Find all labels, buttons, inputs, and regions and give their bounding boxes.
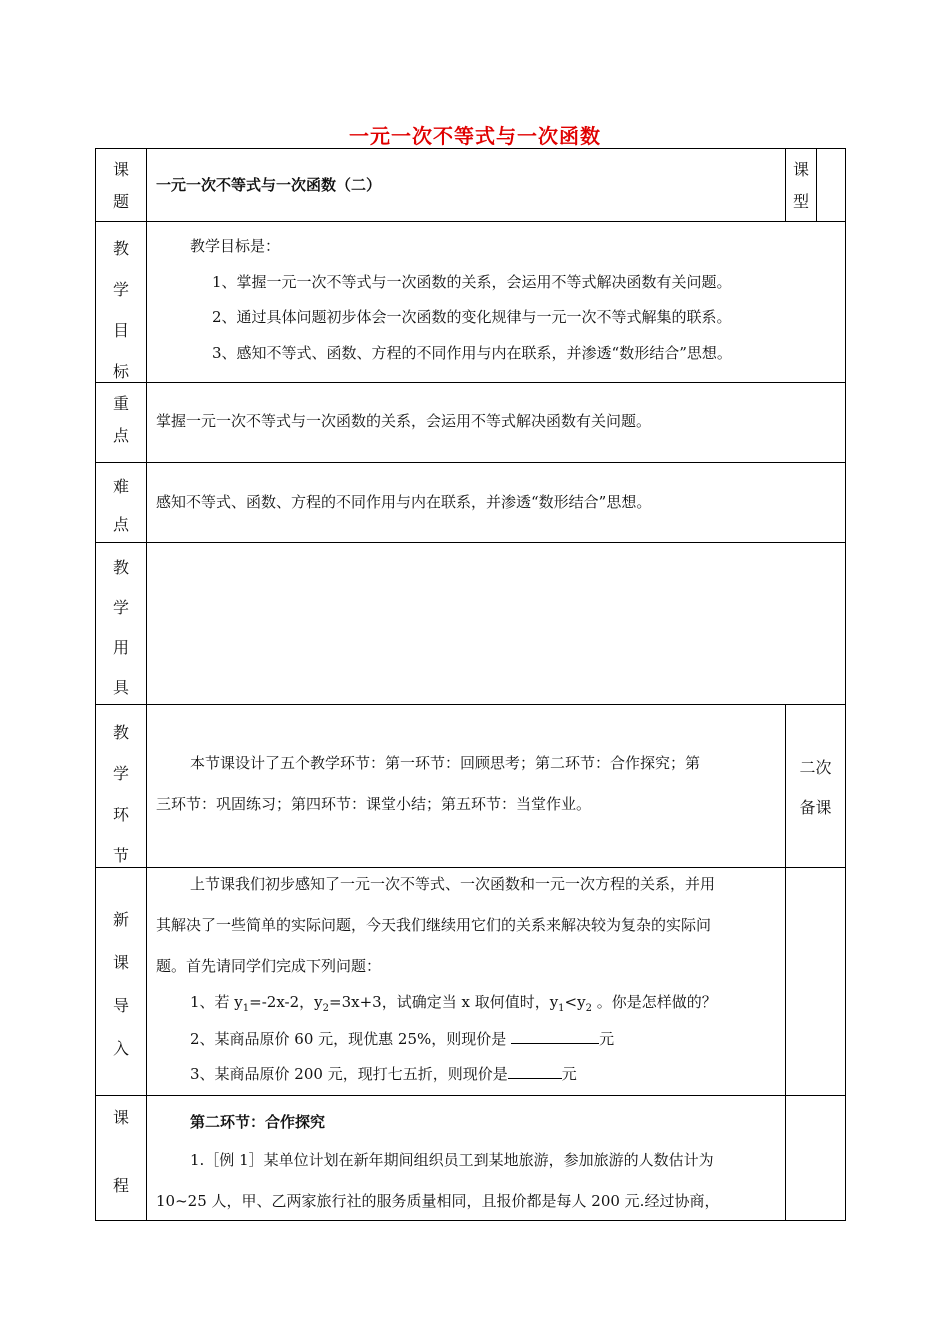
question-3: 3、某商品原价 200 元，现打七五折，则现价是 元 xyxy=(190,1065,577,1083)
key-point-label: 重 点 xyxy=(112,394,129,445)
question-2: 2、某商品原价 60 元，现优惠 25%，则现价是 元 xyxy=(190,1030,615,1048)
row-divider xyxy=(95,221,846,222)
table-border-top xyxy=(95,148,846,149)
process-text-line: 1.［例 1］某单位计划在新年期间组织员工到某地旅游，参加旅游的人数估计为 xyxy=(190,1151,714,1169)
goal-item: 2、通过具体问题初步体会一次函数的变化规律与一元一次不等式解集的联系。 xyxy=(212,308,732,326)
process-heading: 第二环节：合作探究 xyxy=(190,1113,326,1131)
table-border-bottom xyxy=(95,1220,846,1221)
type-label: 课 型 xyxy=(792,160,809,211)
goal-item: 3、感知不等式、函数、方程的不同作用与内在联系，并渗透“数形结合”思想。 xyxy=(212,344,732,362)
stages-text-line: 本节课设计了五个教学环节：第一环节：回顾思考；第二环节：合作探究；第 xyxy=(190,754,701,772)
table-border-right xyxy=(845,148,846,1221)
teaching-tools-label: 教 学 用 具 xyxy=(112,558,129,697)
intro-text-line: 上节课我们初步感知了一元一次不等式、一次函数和一元一次方程的关系，并用 xyxy=(190,875,716,893)
topic-label: 课 题 xyxy=(112,160,129,211)
question-1: 1、若 $y_1=-2x-2$，$y_2=3x+3$，试确定当 x 取何值时，$y_1<y_2$ 。你是怎样做的？ xyxy=(190,993,717,1014)
document-title: 一元一次不等式与一次函数 xyxy=(349,124,601,148)
row-divider xyxy=(95,1095,846,1096)
row-divider xyxy=(95,462,846,463)
process-text-line: 10~25 人，甲、乙两家旅行社的服务质量相同，且报价都是每人 200 元.经过协商， xyxy=(156,1192,720,1210)
answer-blank[interactable] xyxy=(508,1064,562,1079)
new-lesson-intro-label: 新 课 导 入 xyxy=(112,910,129,1058)
row-divider xyxy=(95,704,846,705)
teaching-stages-label: 教 学 环 节 xyxy=(112,723,129,865)
intro-text-line: 题。首先请同学们完成下列问题： xyxy=(156,957,382,975)
goals-intro: 教学目标是： xyxy=(190,237,281,255)
topic-content: 一元一次不等式与一次函数（二） xyxy=(156,176,382,194)
second-prep-label: 二次 备课 xyxy=(799,758,832,817)
label-column-divider xyxy=(146,148,147,1221)
type-column-divider xyxy=(816,148,817,222)
difficulty-label: 难 点 xyxy=(112,477,129,534)
row-divider xyxy=(95,382,846,383)
lesson-process-label: 课 程 xyxy=(112,1108,129,1195)
goals-label: 教 学 目 标 xyxy=(112,239,129,381)
stages-text-line: 三环节：巩固练习；第四环节：课堂小结；第五环节：当堂作业。 xyxy=(156,795,592,813)
row-divider xyxy=(95,542,846,543)
goal-item: 1、掌握一元一次不等式与一次函数的关系，会运用不等式解决函数有关问题。 xyxy=(212,273,732,291)
difficulty-content: 感知不等式、函数、方程的不同作用与内在联系，并渗透“数形结合”思想。 xyxy=(156,493,652,511)
row-divider xyxy=(95,867,846,868)
intro-text-line: 其解决了一些简单的实际问题，今天我们继续用它们的关系来解决较为复杂的实际问 xyxy=(156,916,712,934)
key-point-content: 掌握一元一次不等式与一次函数的关系，会运用不等式解决函数有关问题。 xyxy=(156,412,652,430)
answer-blank[interactable] xyxy=(511,1029,599,1044)
